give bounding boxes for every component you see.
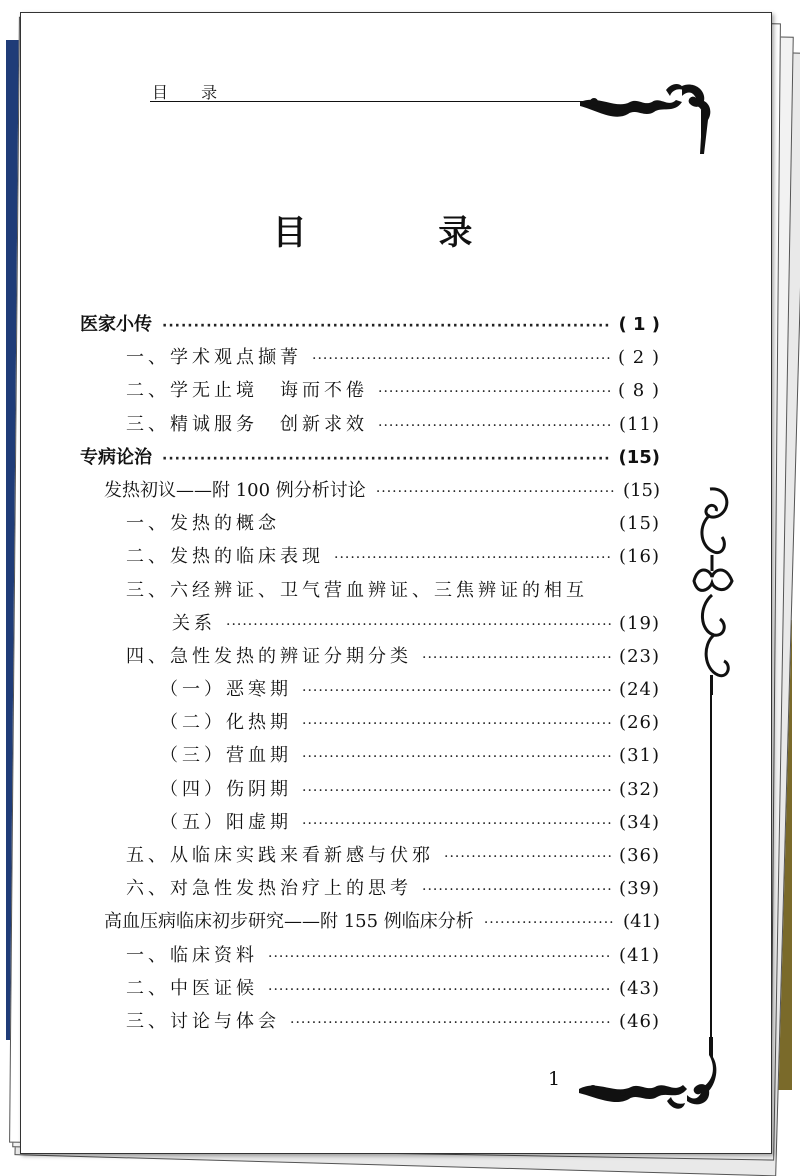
leader-dots — [268, 949, 611, 965]
leader-dots — [162, 451, 610, 467]
running-header: 目 录 — [152, 83, 232, 102]
page-title: 目 录 — [272, 213, 533, 253]
toc-entry-title: （二）化热期 — [160, 712, 292, 734]
side-rule — [710, 690, 712, 1050]
leader-dots — [376, 484, 615, 500]
toc-entry[interactable] — [80, 775, 660, 808]
leader-dots — [290, 1015, 611, 1031]
toc-entry-page: (19) — [619, 612, 660, 634]
toc-entry[interactable] — [80, 808, 660, 841]
toc-entry-title: 三、精诚服务 创新求效 — [126, 413, 368, 435]
toc-entry[interactable] — [80, 609, 660, 642]
page-number: 1 — [548, 1068, 561, 1090]
toc-entry-title: 一、发热的概念 — [126, 513, 280, 535]
toc-entry-page: (16) — [619, 546, 660, 568]
corner-ornament-top-icon — [578, 80, 723, 155]
toc-entry-title: （四）伤阴期 — [160, 778, 292, 800]
leader-dots — [422, 882, 611, 898]
toc-entry-title: （三）营血期 — [160, 745, 292, 767]
toc-entry[interactable] — [80, 675, 660, 708]
toc-entry-page: (43) — [619, 977, 660, 999]
toc-entry[interactable] — [80, 841, 660, 874]
toc-entry-page: (41) — [619, 944, 660, 966]
toc-entry-page: (39) — [619, 878, 660, 900]
leader-dots — [378, 384, 610, 400]
toc-entry-title: 高血压病临床初步研究——附 155 例临床分析 — [104, 911, 474, 933]
toc-entry-title: （五）阳虚期 — [160, 811, 292, 833]
leader-dots — [444, 849, 611, 865]
toc-entry[interactable] — [80, 708, 660, 741]
leader-dots — [378, 418, 611, 434]
toc-entry[interactable] — [80, 941, 660, 974]
toc-entry-page: (36) — [619, 845, 660, 866]
leader-dots — [302, 716, 611, 732]
toc-entry[interactable] — [80, 1007, 660, 1040]
table-of-contents — [80, 310, 660, 1040]
toc-entry[interactable] — [80, 542, 660, 575]
toc-entry-title: 医家小传 — [80, 314, 152, 335]
corner-ornament-bottom-icon — [575, 1035, 725, 1115]
toc-entry-page: ( 8 ) — [618, 380, 660, 402]
toc-entry-page: (31) — [619, 745, 660, 767]
toc-entry-page: (15) — [619, 513, 660, 535]
toc-entry[interactable] — [80, 974, 660, 1007]
toc-entry-title: 二、中医证候 — [126, 977, 258, 999]
toc-entry-page: (34) — [619, 811, 660, 833]
toc-entry-title: 一、临床资料 — [126, 944, 258, 966]
toc-entry-title: 专病论治 — [80, 446, 152, 468]
leader-dots — [302, 749, 611, 765]
toc-entry[interactable] — [80, 509, 660, 542]
toc-entry-page: (15) — [623, 479, 660, 501]
toc-entry-page: (46) — [619, 1010, 660, 1032]
toc-entry-title: 关系 — [172, 612, 216, 634]
leader-dots — [302, 783, 611, 799]
toc-entry[interactable] — [80, 741, 660, 774]
toc-entry-page: (41) — [623, 911, 660, 933]
toc-entry[interactable] — [80, 410, 660, 443]
toc-entry-title: 二、发热的临床表现 — [126, 546, 324, 568]
toc-entry[interactable] — [80, 476, 660, 509]
toc-entry[interactable] — [80, 443, 660, 476]
toc-entry-title: 一、学术观点撷菁 — [126, 347, 302, 369]
toc-entry[interactable] — [80, 642, 660, 675]
toc-entry-page: (15) — [618, 446, 660, 468]
toc-entry-title: 三、六经辨证、卫气营血辨证、三焦辨证的相互 — [126, 579, 588, 601]
toc-entry-page: ( 2 ) — [618, 347, 660, 369]
toc-entry-page: ( 1 ) — [618, 314, 660, 335]
header-rule — [150, 101, 595, 102]
leader-dots — [302, 683, 611, 699]
toc-entry[interactable] — [80, 907, 660, 940]
leader-dots — [334, 550, 611, 566]
toc-entry[interactable] — [80, 376, 660, 409]
toc-entry-title: 五、从临床实践来看新感与伏邪 — [126, 845, 434, 866]
toc-entry-title: 三、讨论与体会 — [126, 1010, 280, 1032]
toc-entry-page: (23) — [619, 645, 660, 667]
toc-entry-title: 发热初议——附 100 例分析讨论 — [104, 479, 366, 501]
leader-dots — [268, 982, 611, 998]
toc-entry-page: (11) — [619, 413, 660, 435]
toc-entry-title: 二、学无止境 诲而不倦 — [126, 380, 368, 402]
leader-dots — [302, 816, 611, 832]
toc-entry[interactable] — [80, 343, 660, 376]
leader-dots — [422, 650, 611, 666]
leader-dots — [312, 351, 610, 367]
toc-entry[interactable] — [80, 874, 660, 907]
toc-entry-title: 四、急性发热的辨证分期分类 — [126, 645, 412, 667]
side-ornament-icon — [688, 485, 738, 695]
toc-entry[interactable] — [80, 576, 660, 609]
leader-dots — [484, 915, 615, 931]
leader-dots — [162, 318, 610, 334]
toc-entry-page: (26) — [619, 712, 660, 734]
toc-entry[interactable] — [80, 310, 660, 343]
leader-dots — [226, 617, 611, 633]
toc-entry-title: （一）恶寒期 — [160, 679, 292, 701]
toc-entry-page: (24) — [619, 679, 660, 701]
toc-entry-page: (32) — [619, 778, 660, 800]
toc-entry-title: 六、对急性发热治疗上的思考 — [126, 878, 412, 900]
